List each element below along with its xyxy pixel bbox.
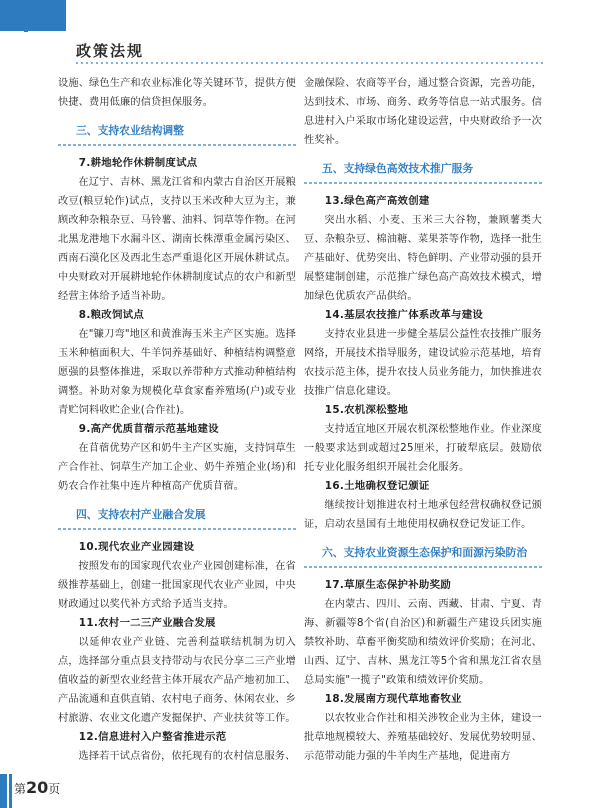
- header-accent-stripe: [24, 0, 28, 32]
- paragraph: 按照发布的国家现代农业产业园创建标准，在省级推荐基础上，创建一批国家现代农业产业园，中央财政通过以奖代补方式给予适当支持。: [58, 561, 296, 610]
- section-heading: 五、支持绿色高效技术推广服务: [304, 159, 542, 184]
- header-color-block: [0, 0, 66, 31]
- paragraph: 金融保险、农商等平台，通过整合资源，完善功能，达到技术、市场、商务、政务等信息一站式服务。信息进村入户采取市场化建设运营，中央财政给予一次性奖补。: [304, 78, 542, 146]
- page-number: [14, 778, 60, 797]
- item-heading: 14.基层农技推广体系改革与建设: [324, 309, 484, 321]
- paragraph: 突出水稻、小麦、玉米三大谷物，兼顾薯类大豆、杂粮杂豆、棉油糖、菜果茶等作物，选择一批生产基础好、优势突出、特色鲜明、产业带动强的县开展整建制创建，示范推广绿色高产高效技术模式，增加绿色优质农产品供给。: [304, 215, 542, 302]
- paragraph: 选择若干试点省份，依托现有的农村信息服务、: [78, 751, 296, 762]
- item-heading: 8.粮改饲试点: [78, 309, 145, 321]
- left-column: [58, 74, 296, 766]
- paragraph: 设施、绿色生产和农业标准化等关键环节，提供方便快捷、费用低廉的信贷担保服务。: [58, 78, 296, 108]
- section-heading: 六、支持农业资源生态保护和面源污染防治: [304, 543, 542, 568]
- item-heading: 7.耕地轮作休耕制度试点: [78, 157, 198, 169]
- item-heading: 15.农机深松整地: [324, 404, 409, 416]
- item-heading: 11.农村一二三产业融合发展: [78, 617, 216, 629]
- header-dotted-rule: [76, 60, 546, 66]
- section-heading: 三、支持农业结构调整: [58, 121, 296, 146]
- item-heading: 12.信息进村入户整省推进示范: [78, 731, 227, 743]
- item-heading: 16.土地确权登记颁证: [324, 480, 430, 492]
- paragraph: 继续按计划推进农村土地承包经营权确权登记颁证，启动农垦国有土地使用权确权登记发证工作。: [304, 500, 542, 530]
- paragraph: 以延伸农业产业链、完善利益联结机制为切入点，选择部分重点县支持带动与农民分享二三产业增值收益的新型农业经营主体开展农产品产地初加工、产品流通和直供直销、农村电子商务、休闲农业、乡村旅游、农业文化遗产发掘保护、产业扶贫等工作。: [58, 637, 296, 724]
- item-heading: 13.绿色高产高效创建: [324, 195, 430, 207]
- item-heading: 10.现代农业产业园建设: [78, 541, 195, 553]
- footer-accent-stripe: [9, 774, 12, 808]
- paragraph: 以农牧业合作社和相关涉牧企业为主体，建设一批草地规模较大、养殖基础较好、发展优势较明显、示范带动能力强的牛羊肉生产基地，促进南方: [304, 713, 542, 762]
- page-number-prefix: 第: [14, 782, 27, 796]
- footer-color-block: [0, 774, 7, 808]
- paragraph: 在苜蓿优势产区和奶牛主产区实施，支持饲草生产合作社、饲草生产加工企业、奶牛养殖企业(场)和奶农合作社集中连片种植高产优质苜蓿。: [58, 443, 296, 492]
- item-heading: 18.发展南方现代草地畜牧业: [324, 693, 462, 705]
- item-heading: 17.草原生态保护补助奖励: [324, 579, 452, 591]
- page-number-suffix: 页: [48, 782, 61, 796]
- paragraph: 在"镰刀弯"地区和黄淮海玉米主产区实施。选择玉米种植面积大、牛羊饲养基础好、种植结构调整意愿强的县整体推进，采取以养带种方式推动种植结构调整。补助对象为规模化草食家畜养殖场(户)或专业青贮饲料收贮企业(合作社)。: [58, 329, 296, 416]
- paragraph: 在辽宁、吉林、黑龙江省和内蒙古自治区开展粮改豆(粮豆轮作)试点，支持以玉米改种大豆为主，兼顾改种杂粮杂豆、马铃薯、油料、饲草等作物。在河北黑龙港地下水漏斗区、湖南长株潭重金属污染区、西南石漠化区及西北生态严重退化区开展休耕试点。中央财政对开展耕地轮作休耕制度试点的农户和新型经营主体给予适当补助。: [58, 177, 296, 302]
- item-heading: 9.高产优质苜蓿示范基地建设: [78, 423, 219, 435]
- right-column: [304, 74, 542, 766]
- page-number-value: 20: [26, 778, 49, 797]
- paragraph: 支持适宜地区开展农机深松整地作业。作业深度一般要求达到或超过25厘米，打破犁底层。鼓励依托专业化服务组织开展社会化服务。: [304, 424, 542, 473]
- section-heading: 四、支持农村产业融合发展: [58, 505, 296, 530]
- paragraph: 在内蒙古、四川、云南、西藏、甘肃、宁夏、青海、新疆等8个省(自治区)和新疆生产建设兵团实施禁牧补助、草畜平衡奖励和绩效评价奖励；在河北、山西、辽宁、吉林、黑龙江等5个省和黑龙江省农垦总局实施"一揽子"政策和绩效评价奖励。: [304, 599, 542, 686]
- section-header-title: 政策法规: [76, 42, 145, 60]
- paragraph: 支持农业县进一步健全基层公益性农技推广服务网络，开展技术指导服务，建设试验示范基地，培育农技示范主体，提升农技人员业务能力，加快推进农技推广信息化建设。: [304, 329, 542, 397]
